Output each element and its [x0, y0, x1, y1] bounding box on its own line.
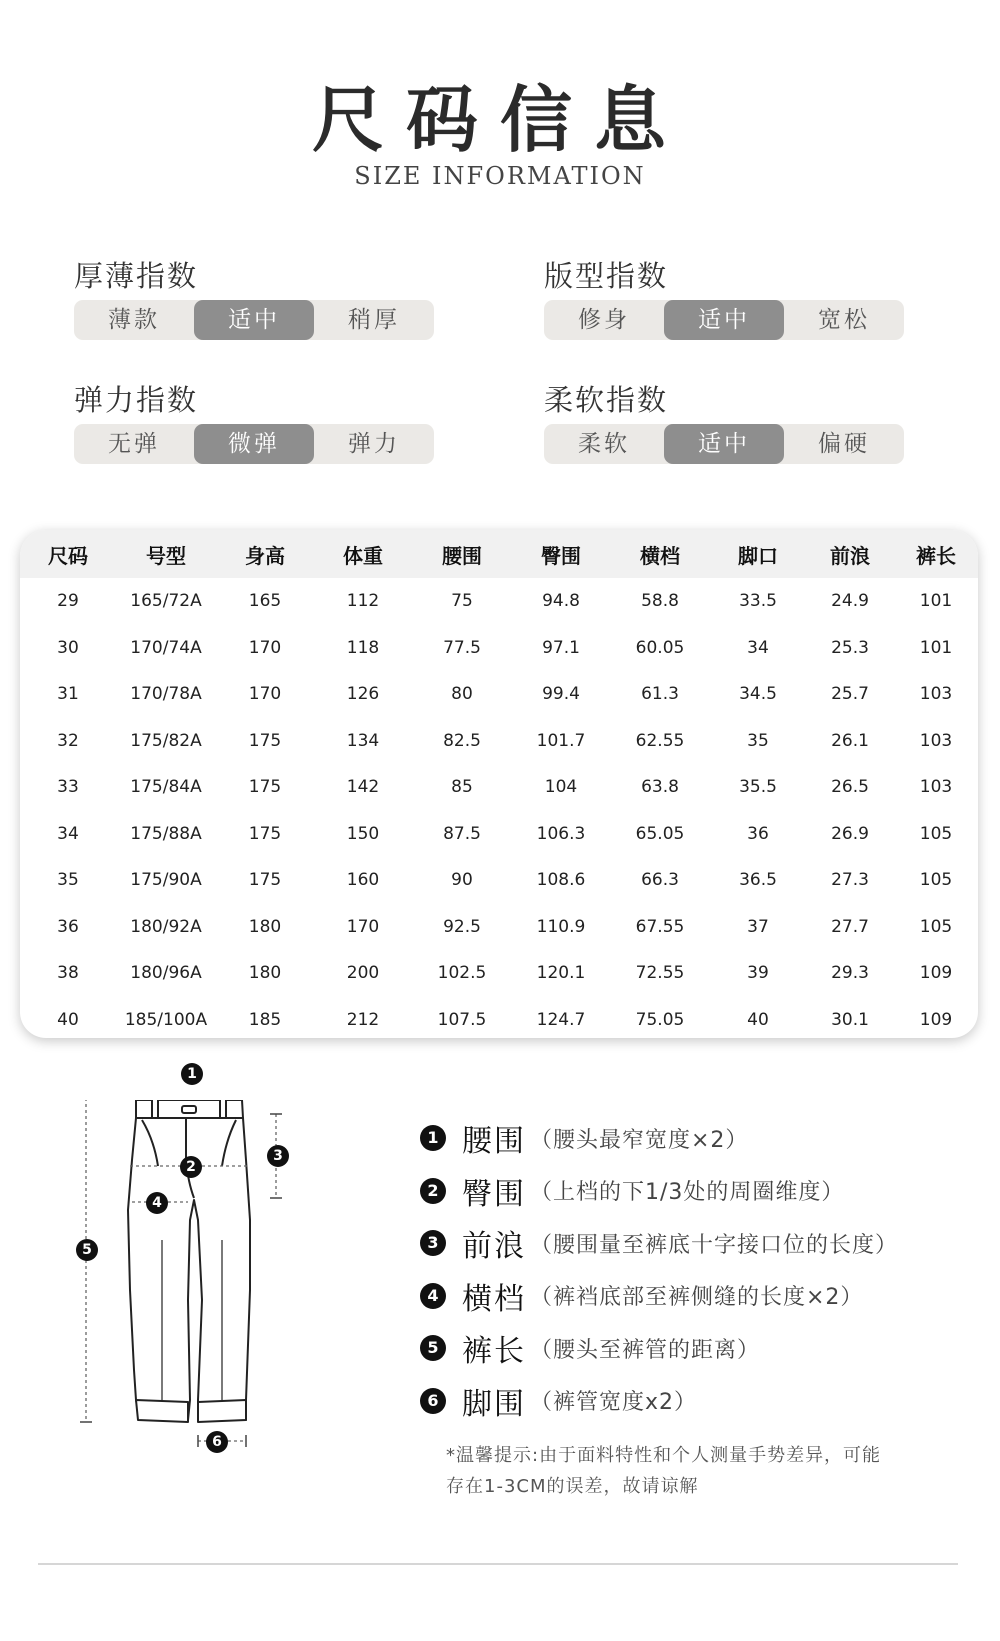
table-cell: 175/84A	[130, 777, 202, 798]
legend-number: 2	[420, 1178, 446, 1204]
table-cell: 103	[919, 684, 953, 705]
table-cell: 35.5	[739, 777, 777, 798]
table-cell: 94.8	[542, 591, 580, 612]
index-option-selected: 适中	[194, 300, 314, 340]
table-cell: 165/72A	[130, 591, 202, 612]
index-option: 稍厚	[348, 307, 400, 333]
table-cell: 30	[57, 637, 79, 658]
table-cell: 24.9	[831, 591, 869, 612]
column-header: 腰围	[442, 543, 482, 568]
table-cell: 180	[248, 916, 282, 937]
measurement-legend	[420, 1112, 980, 1427]
index-label: 弹力指数	[74, 383, 199, 417]
legend-description: （腰头至裤管的距离）	[530, 1337, 761, 1363]
table-cell: 112	[346, 591, 380, 612]
table-cell: 165	[248, 591, 282, 612]
table-cell: 75	[451, 591, 473, 612]
legend-number: 4	[420, 1283, 446, 1309]
table-cell: 120.1	[536, 963, 586, 984]
table-cell: 150	[346, 823, 380, 844]
legend-name: 臀围	[462, 1176, 526, 1212]
table-cell: 85	[451, 777, 473, 798]
table-cell: 36	[57, 916, 79, 937]
table-cell: 102.5	[437, 963, 487, 984]
index-option: 柔软	[578, 431, 630, 457]
table-cell: 175	[248, 777, 282, 798]
legend-number: 6	[420, 1388, 446, 1414]
index-block	[544, 256, 904, 340]
note-line-2: 存在1-3CM的误差，故请谅解	[446, 1476, 699, 1497]
index-options	[74, 424, 434, 464]
table-cell: 34	[57, 823, 79, 844]
table-row	[20, 718, 978, 765]
note-line-1: *温馨提示:由于面料特性和个人测量手势差异，可能	[446, 1445, 882, 1466]
table-cell: 101	[919, 637, 953, 658]
legend-name: 前浪	[462, 1229, 526, 1265]
table-cell: 170	[248, 684, 282, 705]
column-header: 尺码	[48, 543, 88, 568]
table-row	[20, 811, 978, 858]
diagram-marker: 4	[146, 1192, 168, 1214]
table-cell: 27.3	[831, 870, 869, 891]
table-cell: 110.9	[536, 916, 586, 937]
legend-description: （腰围量至裤底十字接口位的长度）	[530, 1232, 899, 1258]
diagram-marker: 2	[180, 1156, 202, 1178]
measurement-note	[446, 1440, 946, 1502]
table-row	[20, 857, 978, 904]
legend-item	[420, 1270, 980, 1323]
index-options	[74, 300, 434, 340]
table-cell: 99.4	[542, 684, 580, 705]
index-option: 薄款	[108, 307, 160, 333]
table-cell: 175/90A	[130, 870, 202, 891]
table-cell: 109	[919, 963, 953, 984]
legend-name: 裤长	[462, 1334, 526, 1370]
index-option-selected: 微弹	[194, 424, 314, 464]
table-cell: 108.6	[536, 870, 586, 891]
table-cell: 106.3	[536, 823, 586, 844]
size-table	[20, 530, 978, 1038]
table-cell: 26.1	[831, 730, 869, 751]
table-cell: 185/100A	[124, 1009, 208, 1030]
legend-number: 3	[420, 1230, 446, 1256]
table-cell: 175	[248, 823, 282, 844]
table-cell: 103	[919, 777, 953, 798]
legend-name: 脚围	[462, 1386, 526, 1422]
diagram-marker: 5	[76, 1239, 98, 1261]
table-cell: 29	[57, 591, 79, 612]
diagram-marker: 1	[181, 1063, 203, 1085]
legend-item	[420, 1112, 980, 1165]
diagram-marker: 3	[267, 1145, 289, 1167]
table-cell: 90	[451, 870, 473, 891]
table-cell: 67.55	[635, 916, 685, 937]
legend-description: （上档的下1/3处的周圈维度）	[530, 1180, 845, 1206]
legend-description: （裤裆底部至裤侧缝的长度×2）	[530, 1285, 864, 1311]
index-label: 厚薄指数	[74, 259, 199, 293]
table-row	[20, 671, 978, 718]
column-header: 前浪	[830, 543, 870, 568]
column-header: 脚口	[738, 543, 778, 568]
table-cell: 33	[57, 777, 79, 798]
table-cell: 118	[346, 637, 380, 658]
index-block	[544, 380, 904, 464]
table-cell: 31	[57, 684, 79, 705]
table-cell: 103	[919, 730, 953, 751]
table-cell: 35	[747, 730, 769, 751]
table-cell: 107.5	[437, 1009, 487, 1030]
pants-illustration	[70, 1100, 390, 1520]
table-cell: 170	[248, 637, 282, 658]
table-cell: 26.5	[831, 777, 869, 798]
table-cell: 175	[248, 730, 282, 751]
index-option: 修身	[578, 307, 630, 333]
table-row	[20, 904, 978, 951]
pants-measurement-diagram	[70, 1066, 390, 1520]
table-cell: 142	[346, 777, 380, 798]
table-cell: 124.7	[536, 1009, 586, 1030]
table-cell: 66.3	[641, 870, 679, 891]
index-options	[544, 424, 904, 464]
column-header: 横档	[640, 543, 680, 568]
table-cell: 39	[747, 963, 769, 984]
legend-number: 1	[420, 1125, 446, 1151]
table-cell: 160	[346, 870, 380, 891]
table-cell: 170/78A	[130, 684, 202, 705]
table-cell: 92.5	[443, 916, 481, 937]
table-cell: 134	[346, 730, 380, 751]
table-cell: 180/96A	[130, 963, 202, 984]
table-row	[20, 578, 978, 625]
table-cell: 37	[747, 916, 769, 937]
table-cell: 26.9	[831, 823, 869, 844]
table-cell: 175	[248, 870, 282, 891]
table-row	[20, 950, 978, 997]
column-header: 裤长	[916, 543, 956, 568]
page-title: 尺码信息	[311, 78, 688, 162]
table-cell: 180	[248, 963, 282, 984]
table-cell: 63.8	[641, 777, 679, 798]
table-cell: 60.05	[635, 637, 685, 658]
table-cell: 105	[919, 916, 953, 937]
table-cell: 75.05	[635, 1009, 685, 1030]
legend-name: 横档	[462, 1281, 526, 1317]
table-cell: 200	[346, 963, 380, 984]
diagram-marker: 6	[206, 1431, 228, 1453]
table-cell: 185	[248, 1009, 282, 1030]
table-cell: 97.1	[542, 637, 580, 658]
table-cell: 82.5	[443, 730, 481, 751]
table-cell: 40	[57, 1009, 79, 1030]
table-row	[20, 764, 978, 811]
table-cell: 109	[919, 1009, 953, 1030]
legend-description: （腰头最窄宽度×2）	[530, 1127, 749, 1153]
legend-item	[420, 1322, 980, 1375]
table-cell: 36	[747, 823, 769, 844]
table-cell: 25.7	[831, 684, 869, 705]
legend-item	[420, 1165, 980, 1218]
table-cell: 34.5	[739, 684, 777, 705]
legend-item	[420, 1375, 980, 1428]
index-option: 无弹	[108, 431, 160, 457]
column-header: 号型	[146, 543, 186, 568]
size-table-body	[20, 578, 978, 1038]
table-cell: 72.55	[635, 963, 685, 984]
index-block	[74, 380, 434, 464]
index-option: 偏硬	[818, 431, 870, 457]
table-row	[20, 997, 978, 1039]
table-cell: 65.05	[635, 823, 685, 844]
table-cell: 105	[919, 870, 953, 891]
column-header: 体重	[343, 543, 383, 568]
table-cell: 87.5	[443, 823, 481, 844]
table-cell: 105	[919, 823, 953, 844]
table-cell: 30.1	[831, 1009, 869, 1030]
table-cell: 61.3	[641, 684, 679, 705]
table-cell: 175/82A	[130, 730, 202, 751]
table-cell: 180/92A	[130, 916, 202, 937]
index-label: 版型指数	[544, 259, 669, 293]
table-cell: 36.5	[739, 870, 777, 891]
table-cell: 40	[747, 1009, 769, 1030]
table-cell: 35	[57, 870, 79, 891]
table-cell: 126	[346, 684, 380, 705]
table-cell: 62.55	[635, 730, 685, 751]
column-header: 臀围	[541, 543, 581, 568]
index-option: 宽松	[818, 307, 870, 333]
legend-item	[420, 1217, 980, 1270]
table-cell: 33.5	[739, 591, 777, 612]
index-option: 弹力	[348, 431, 400, 457]
table-cell: 27.7	[831, 916, 869, 937]
table-row	[20, 625, 978, 672]
bottom-divider	[38, 1563, 958, 1565]
table-cell: 77.5	[443, 637, 481, 658]
index-options	[544, 300, 904, 340]
table-cell: 38	[57, 963, 79, 984]
index-block	[74, 256, 434, 340]
table-cell: 104	[544, 777, 578, 798]
table-cell: 101.7	[536, 730, 586, 751]
page-subtitle: SIZE INFORMATION	[354, 162, 646, 190]
table-cell: 58.8	[641, 591, 679, 612]
table-cell: 29.3	[831, 963, 869, 984]
table-cell: 212	[346, 1009, 380, 1030]
table-cell: 170/74A	[130, 637, 202, 658]
legend-name: 腰围	[462, 1124, 526, 1160]
index-label: 柔软指数	[544, 383, 669, 417]
table-cell: 175/88A	[130, 823, 202, 844]
table-cell: 101	[919, 591, 953, 612]
table-cell: 170	[346, 916, 380, 937]
table-cell: 25.3	[831, 637, 869, 658]
index-option-selected: 适中	[664, 424, 784, 464]
legend-number: 5	[420, 1335, 446, 1361]
index-option-selected: 适中	[664, 300, 784, 340]
table-cell: 34	[747, 637, 769, 658]
table-cell: 32	[57, 730, 79, 751]
size-table-header	[20, 530, 978, 578]
column-header: 身高	[245, 543, 285, 568]
legend-description: （裤管宽度x2）	[530, 1390, 698, 1416]
table-cell: 80	[451, 684, 473, 705]
